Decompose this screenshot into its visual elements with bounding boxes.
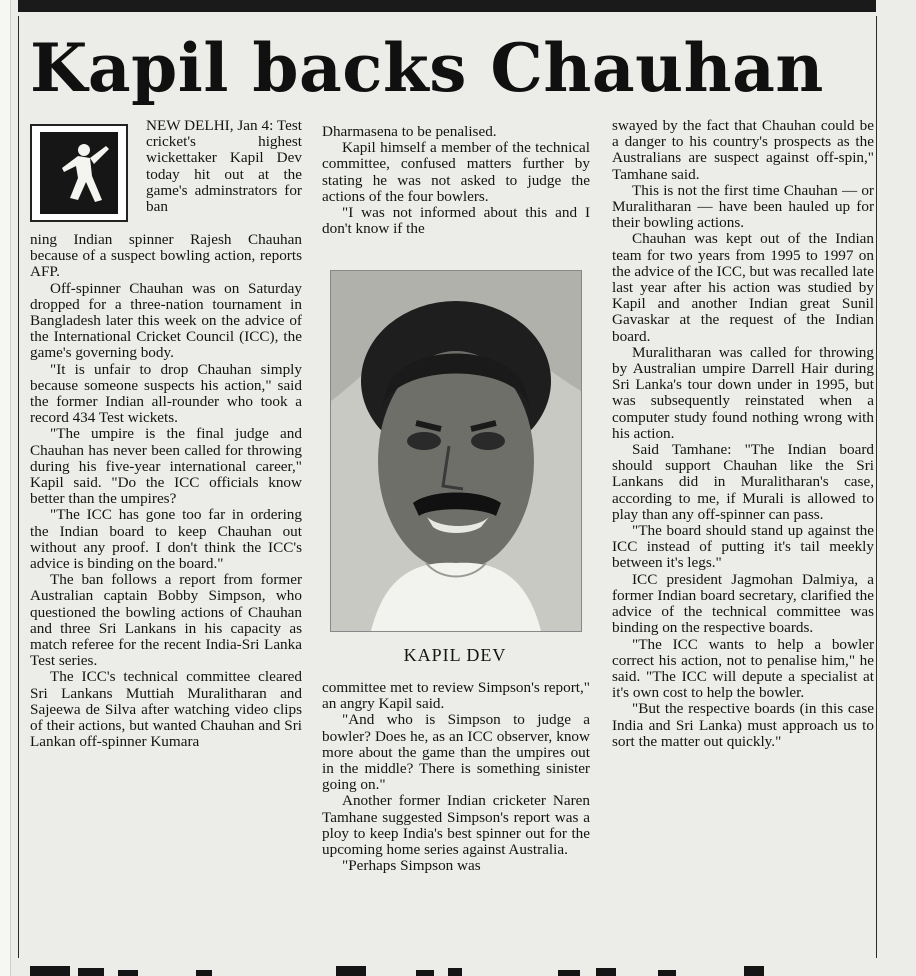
paragraph: "Perhaps Simpson was (342, 857, 481, 875)
paragraph: The ICC's technical committee cleared Sri Lankans Muttiah Muralitharan and Sajeewa de Silva after watching video clips of their actions, but wanted Chauhan and Sri Lankan off-spinner Kumara (30, 668, 302, 751)
paragraph: Kapil himself a member of the technical committee, confused matters further by stating he was not asked to judge the actions of the four bowlers. (322, 139, 590, 205)
paragraph: This is not the first time Chauhan — or Muralitharan — have been hauled up for their bowling actions. (612, 181, 874, 232)
paragraph: "The ICC has gone too far in ordering the Indian board to keep Chauhan out without any proof. I don't think the ICC's advice is binding on the board." (30, 506, 302, 573)
page-edge (0, 0, 11, 976)
paragraph: The ban follows a report from former Australian captain Bobby Simpson, who questioned the bowling actions of Chauhan and three Sri Lankans in his capacity as match referee for the recent India-Sri Lanka Test series. (30, 571, 302, 670)
column-3 (612, 118, 874, 750)
top-rule (18, 0, 876, 12)
paragraph: Off-spinner Chauhan was on Saturday dropped for a three-nation tournament in Bangladesh later this week on the advice of the International Cricket Council (ICC), the game's governing body. (30, 279, 302, 362)
paragraph: "But the respective boards (in this case India and Sri Lanka) must approach us to sort the matter out quickly." (612, 700, 874, 750)
column-1-lead (30, 118, 302, 215)
paragraph: NEW DELHI, Jan 4: Test cricket's highest wickettaker Kapil Dev today hit out at the game's adminstrators for ban (146, 117, 302, 216)
paragraph: committee met to review Simpson's report," an angry Kapil said. (322, 679, 590, 713)
paragraph: "The ICC wants to help a bowler correct his action, not to penalise him," he said. "The ICC will depute a specialist at it's own cost to help the bowler. (612, 635, 874, 702)
paragraph: Muralitharan was called for throwing by Australian umpire Darrell Hair during Sri Lanka's tour down under in 1995, but was subsequently reinstated when a computer study found nothing wrong with his action. (612, 343, 874, 442)
paragraph: "I was not informed about this and I don't know if the (322, 204, 590, 238)
paragraph: "The umpire is the final judge and Chauhan has never been called for throwing during his five-year international career," Kapil said. "Do the ICC officials know better than the umpires? (30, 425, 302, 508)
paragraph: "The board should stand up against the ICC instead of putting it's tail meekly between it's legs." (612, 522, 874, 572)
column-2-bottom (322, 680, 590, 874)
paragraph: Said Tamhane: "The Indian board should support Chauhan like the Sri Lankans did in Muralitharan's case, according to me, if Murali is allowed to play than any off-spinner can pass. (612, 441, 874, 523)
portrait-photo (330, 270, 582, 632)
photo-caption: KAPIL DEV (403, 645, 507, 665)
paragraph: swayed by the fact that Chauhan could be a danger to his country's prospects as the Australians are suspect against off-spin," Tamhane said. (612, 117, 874, 183)
column-2-top (322, 124, 590, 237)
paragraph: ICC president Jagmohan Dalmiya, a former Indian board secretary, clarified the advice of the technical committee was binding on the respective boards. (612, 570, 874, 637)
paragraph: Another former Indian cricketer Naren Tamhane suggested Simpson's report was a ploy to keep India's best spinner out for the upcoming home series against Australia. (322, 792, 590, 859)
paragraph: Dharmasena to be penalised. (322, 123, 497, 140)
paragraph: "And who is Simpson to judge a bowler? Does he, as an ICC observer, know more about the game than the umpires out in the middle? There is something sinister going on." (322, 711, 590, 794)
paragraph: "It is unfair to drop Chauhan simply because someone suspects his action," said the former Indian all-rounder who took a record 434 Test wickets. (30, 360, 302, 427)
paragraph: Chauhan was kept out of the Indian team for two years from 1995 to 1997 on the advice of the ICC, but was recalled late last year after his action was studied by Kapil and another Indian great Sunil Gavaskar at the request of the Indian board. (612, 230, 874, 345)
next-headline-fragment (18, 958, 876, 976)
column-1 (30, 232, 302, 751)
paragraph: ning Indian spinner Rajesh Chauhan because of a suspect bowling action, reports AFP. (30, 231, 302, 281)
headline: Kapil backs Chauhan (30, 29, 824, 107)
